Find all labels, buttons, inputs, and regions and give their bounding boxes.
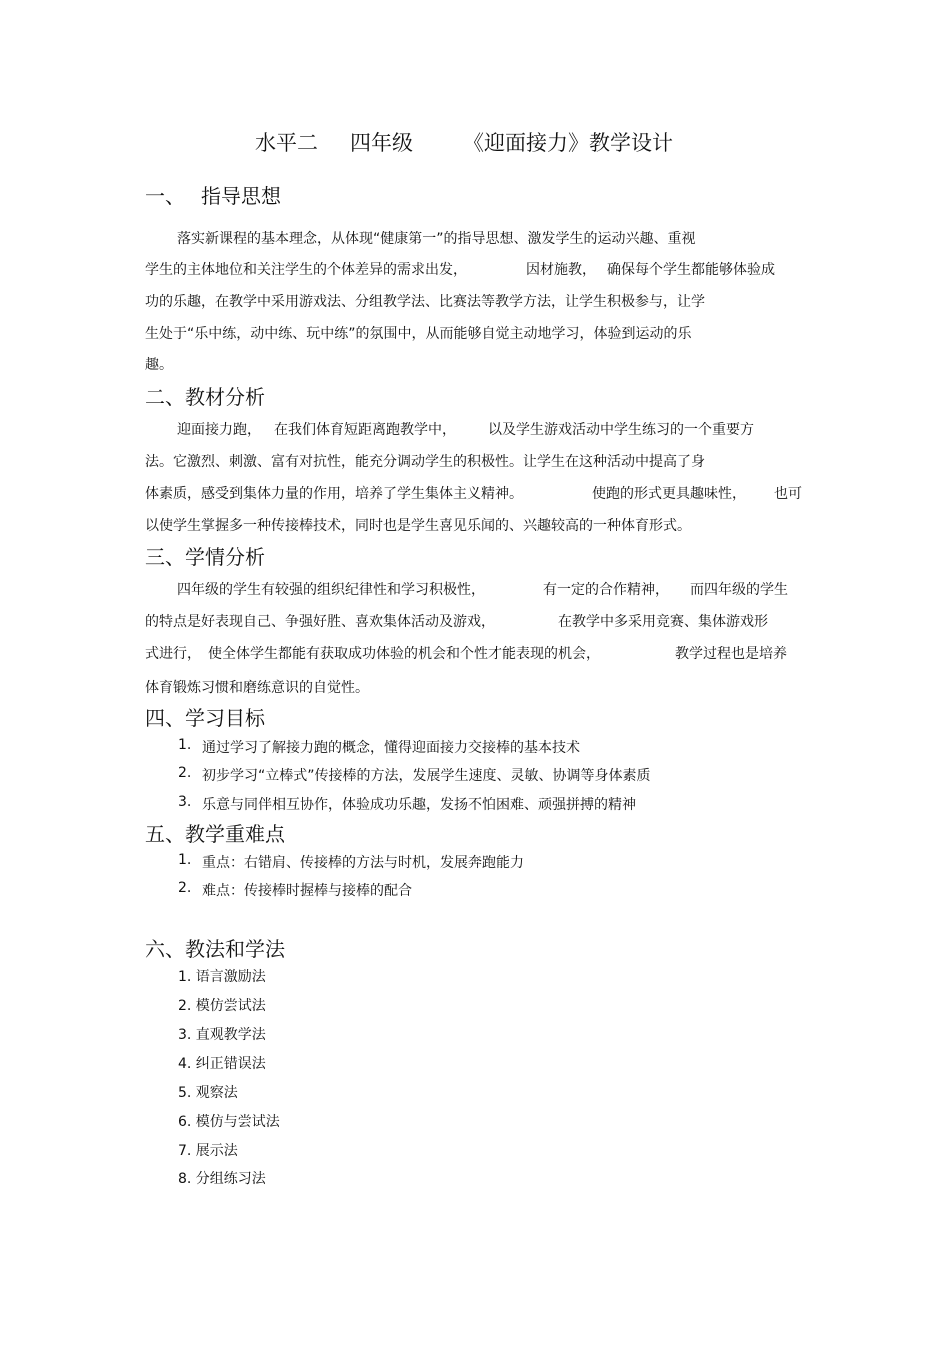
key-point-text: 难点：传接棒时握棒与接棒的配合 [202, 883, 412, 899]
section1-line: 落实新课程的基本理念，从体现“健康第一”的指导思想、激发学生的运动兴趣、重视 [177, 231, 696, 247]
section2-line: 体素质，感受到集体力量的作用，培养了学生集体主义精神。 [145, 486, 523, 502]
section3-heading: 三、学情分析 [145, 545, 265, 569]
section2-line: 以及学生游戏活动中学生练习的一个重要方 [488, 422, 754, 438]
section3-line: 四年级的学生有较强的组织纪律性和学习积极性， [177, 582, 485, 598]
method-item: 7. 展示法 [178, 1143, 238, 1159]
section3-line: 使全体学生都能有获取成功体验的机会和个性才能表现的机会， [208, 646, 600, 662]
section1-line: 趣。 [145, 357, 173, 373]
goal-number: 1. [178, 737, 192, 753]
section2-line: 法。它激烈、刺激、富有对抗性，能充分调动学生的积极性。让学生在这种活动中提高了身 [145, 454, 705, 470]
section4-heading: 四、学习目标 [145, 706, 265, 730]
method-item: 1. 语言激励法 [178, 969, 266, 985]
section1-line: 因材施教， [526, 262, 596, 278]
method-item: 3. 直观教学法 [178, 1027, 266, 1043]
key-point-number: 2. [178, 880, 192, 896]
section1-number: 一、 [145, 184, 185, 208]
section1-heading: 指导思想 [201, 184, 281, 208]
title-part-level: 水平二 [255, 131, 318, 155]
section2-line: 以使学生掌握多一种传接棒技术，同时也是学生喜见乐闻的、兴趣较高的一种体育形式。 [145, 518, 691, 534]
goal-text: 通过学习了解接力跑的概念，懂得迎面接力交接棒的基本技术 [202, 740, 580, 756]
key-point-text: 重点：右错肩、传接棒的方法与时机，发展奔跑能力 [202, 855, 524, 871]
method-item: 2. 模仿尝试法 [178, 998, 266, 1014]
key-point-number: 1. [178, 852, 192, 868]
section3-line: 体育锻炼习惯和磨练意识的自觉性。 [145, 680, 369, 696]
section3-line: 在教学中多采用竞赛、集体游戏形 [558, 614, 768, 630]
section2-line: 也可 [774, 486, 802, 502]
method-item: 4. 纠正错误法 [178, 1056, 266, 1072]
section1-line: 学生的主体地位和关注学生的个体差异的需求出发， [145, 262, 467, 278]
section6-heading: 六、教法和学法 [145, 937, 285, 961]
goal-text: 乐意与同伴相互协作，体验成功乐趣，发扬不怕困难、顽强拼搏的精神 [202, 797, 636, 813]
section2-line: 迎面接力跑， [177, 422, 261, 438]
goal-number: 3. [178, 794, 192, 810]
section3-line: 而四年级的学生 [690, 582, 788, 598]
method-item: 6. 模仿与尝试法 [178, 1114, 280, 1130]
section3-line: 的特点是好表现自己、争强好胜、喜欢集体活动及游戏， [145, 614, 495, 630]
method-item: 8. 分组练习法 [178, 1171, 266, 1187]
section5-heading: 五、教学重难点 [145, 822, 285, 846]
section1-line: 功的乐趣，在教学中采用游戏法、分组教学法、比赛法等教学方法，让学生积极参与，让学 [145, 294, 705, 310]
title-part-grade: 四年级 [350, 131, 413, 155]
title-part-name: 《迎面接力》教学设计 [463, 131, 673, 155]
method-item: 5. 观察法 [178, 1085, 238, 1101]
section3-line: 式进行， [145, 646, 201, 662]
section2-heading: 二、教材分析 [145, 385, 265, 409]
section3-line: 有一定的合作精神， [543, 582, 669, 598]
section1-line: 生处于“乐中练，动中练、玩中练”的氛围中，从而能够自觉主动地学习，体验到运动的乐 [145, 326, 692, 342]
section2-line: 使跑的形式更具趣味性， [592, 486, 746, 502]
section1-line: 确保每个学生都能够体验成 [607, 262, 775, 278]
section3-line: 教学过程也是培养 [675, 646, 787, 662]
goal-number: 2. [178, 765, 192, 781]
section2-line: 在我们体育短距离跑教学中， [274, 422, 456, 438]
goal-text: 初步学习“立棒式”传接棒的方法，发展学生速度、灵敏、协调等身体素质 [202, 768, 651, 784]
